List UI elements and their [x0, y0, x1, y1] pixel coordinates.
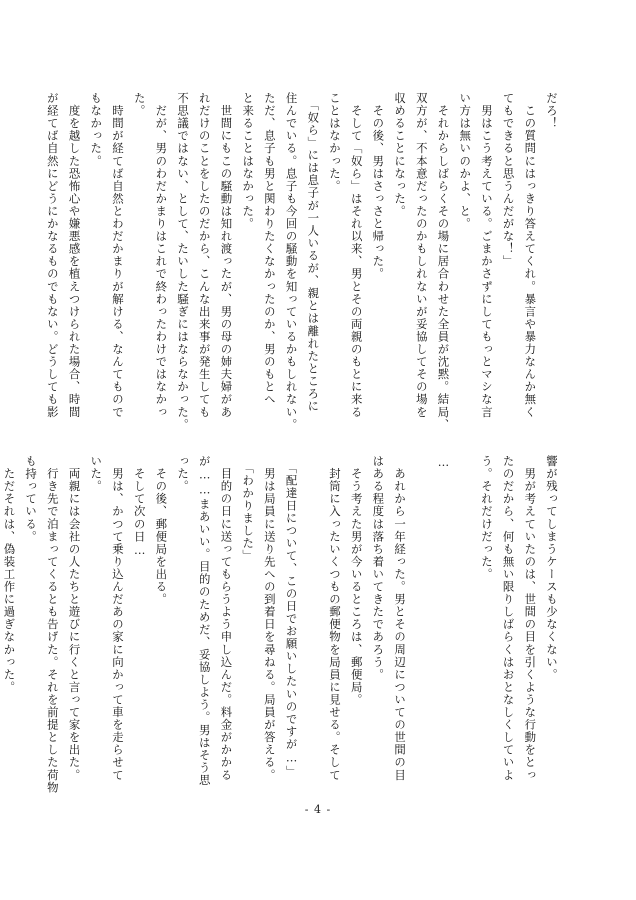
text-line: そして「奴ら」はそれ以来、男とその両親のもとに来る [349, 92, 364, 419]
text-line: た。 [132, 92, 147, 118]
text-line: が……まあいい。目的のためだ、妥協しよう。男はそう思 [197, 455, 212, 787]
text-line: 男は、かつて乗り込んだあの家に向かって車を走らせて [110, 455, 125, 782]
text-line [453, 455, 475, 755]
text-line: 住んでいる。息子も今回の騒動を知っているかもしれない。 [284, 92, 299, 431]
text-line: った。 [176, 455, 191, 493]
text-line: ことはなかった。 [327, 92, 342, 193]
text-line: 封筒に入ったいくつもの郵便物を局員に見せる。そして [327, 455, 342, 782]
text-line: だろ！ [545, 92, 559, 130]
text-line: 「配達日について、この日でお願いしたいのですが…」 [284, 455, 299, 779]
text-line: 「奴ら」には息子が一人いるが、親とは離れたところに [306, 92, 321, 413]
text-line: れだけのことをしたのだから、こんな出来事が発生しても [197, 92, 212, 419]
text-line: と来ることはなかった。 [241, 92, 256, 231]
text-line: 行き先で泊まってくるとも告げた。それを前提とした荷物 [45, 455, 60, 794]
text-block-bottom [2, 455, 562, 794]
text-line: ただ、息子も男と関わりたくなかったのか、男のもとへ [262, 92, 277, 406]
text-line: それからしばらくその場に居合わせた全員が沈黙。結局、 [436, 92, 451, 431]
text-line: たのだから、何も無い限りしばらくはおとなしくしていよ [501, 455, 516, 782]
text-line: 世間にもこの騒動は知れ渡ったが、男の母の姉夫婦があ [219, 92, 234, 419]
text-line [410, 455, 432, 755]
text-line: あれから一年経った。男とその周辺についての世間の目 [393, 455, 408, 782]
text-line: が経てば自然にどうにかなるものでもない。どうしても影 [45, 92, 60, 419]
text-block-top [45, 92, 562, 431]
text-line: 両親には会社の人たちと遊びに行くと言って家を出た。 [67, 455, 82, 782]
text-line: 時間が経てば自然とわだかまりが解ける、なんてもので [110, 92, 125, 419]
text-line: だが、男のわだかまりはこれで終わったわけではなかっ [154, 92, 169, 419]
text-line: 収めることになった。 [393, 92, 408, 218]
page-number: - 4 - [304, 803, 332, 816]
text-line: も持っている。 [24, 455, 39, 543]
text-line: 不思議ではない、として、たいした騒ぎにはならなかった。 [176, 92, 191, 431]
text-line: その後、男はさっさと帰った。 [371, 92, 386, 281]
text-line: その後、郵便局を出る。 [154, 455, 169, 606]
text-line: 男は局員に送り先への到着日を尋ねる。局員が答える。 [262, 455, 277, 782]
text-line: いた。 [89, 455, 104, 493]
text-line: う。それだけだった。 [479, 455, 494, 581]
text-line: そう考えた男が今いるところは、郵便局。 [349, 455, 364, 706]
text-line: 目的の日に送ってもらうよう申し込んだ。料金がかかる [219, 455, 234, 782]
text-line [302, 455, 324, 755]
text-line: 「わかりました」 [241, 455, 256, 563]
text-line: そして次の日… [132, 455, 147, 558]
text-line: この質問にはっきり答えてくれ。暴言や暴力なんか無く [523, 92, 538, 419]
text-line: 双方が、不本意だったのかもしれないが妥協してその場を [414, 92, 429, 419]
text-line: 男はこう考えている。ごまかさずにしてもっとマシな言 [479, 92, 494, 419]
text-line: もなかった。 [89, 92, 104, 168]
text-line: 響が残ってしまうケースも少なくない。 [545, 455, 559, 681]
text-line: はある程度は落ち着いてきたであろう。 [371, 455, 386, 681]
text-line: ただそれは、偽装工作に過ぎなかった。 [2, 455, 17, 694]
text-line: 度を越した恐怖心や嫌悪感を植えつけられた場合、時間 [67, 92, 82, 419]
text-line: … [436, 455, 451, 471]
text-line: 男が考えていたのは、世間の目を引くような行動をとっ [523, 455, 538, 782]
text-line: い方は無いのかよ、と。 [458, 92, 473, 231]
text-line: てもできると思うんだがな！」 [501, 92, 516, 268]
